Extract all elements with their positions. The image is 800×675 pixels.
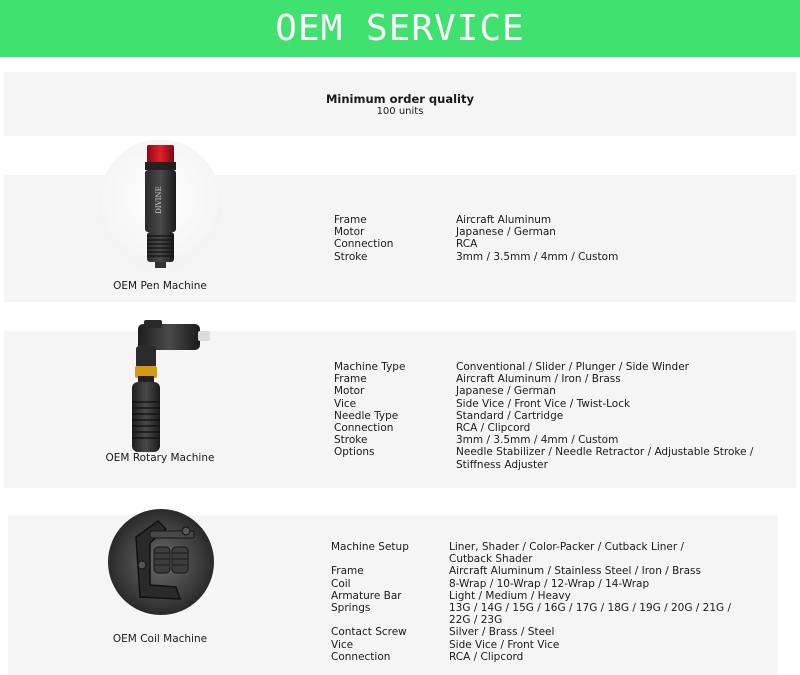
rotary-machine-icon xyxy=(118,318,218,458)
spec-value: Japanese / German xyxy=(456,226,556,239)
spec-label xyxy=(331,614,449,626)
pen-machine-caption: OEM Pen Machine xyxy=(113,280,207,292)
spec-row xyxy=(334,214,618,226)
spec-label: Machine Type xyxy=(334,361,406,373)
page-banner xyxy=(0,0,800,57)
spec-label: Needle Type xyxy=(334,409,399,422)
spec-value: Side Vice / Front Vice / Twist-Lock xyxy=(456,397,631,410)
spec-value: Aircraft Aluminum / Iron / Brass xyxy=(456,373,621,386)
spec-row xyxy=(334,238,618,250)
pen-machine-icon xyxy=(95,140,225,280)
pen-brand-mark: DIVINE xyxy=(155,186,163,214)
spec-row xyxy=(331,602,731,614)
spec-value: Standard / Cartridge xyxy=(456,409,564,422)
spec-value: Aircraft Aluminum / Stainless Steel / Iron / Brass xyxy=(449,565,701,578)
spec-value: 3mm / 3.5mm / 4mm / Custom xyxy=(456,434,619,447)
coil-machine-specs xyxy=(331,541,731,663)
page-title: OEM SERVICE xyxy=(275,8,525,49)
spec-label: Options xyxy=(334,446,375,459)
spec-label: Stroke xyxy=(334,434,368,447)
spec-row xyxy=(331,651,731,663)
rotary-machine-specs xyxy=(334,361,753,471)
spec-value: 3mm / 3.5mm / 4mm / Custom xyxy=(456,250,619,263)
spec-row xyxy=(334,373,753,385)
spec-row xyxy=(334,398,753,410)
spec-row xyxy=(331,553,731,565)
spec-row xyxy=(331,565,731,577)
spec-label: Frame xyxy=(334,373,367,386)
spec-label: Connection xyxy=(334,422,394,435)
spec-label: Contact Screw xyxy=(331,626,407,639)
spec-row xyxy=(334,410,753,422)
spec-label: Coil xyxy=(331,577,351,590)
spec-row xyxy=(334,422,753,434)
spec-label: Connection xyxy=(334,238,394,251)
minimum-order-section xyxy=(4,72,796,136)
coil-machine-icon xyxy=(106,507,216,617)
spec-label: Vice xyxy=(331,638,354,651)
minimum-order-value: 100 units xyxy=(376,106,424,117)
spec-label: Motor xyxy=(334,226,365,239)
spec-row xyxy=(334,446,753,458)
spec-value: 22G / 23G xyxy=(449,614,503,627)
spec-label: Motor xyxy=(334,385,365,398)
coil-machine-caption: OEM Coil Machine xyxy=(112,633,208,645)
spec-row xyxy=(331,614,731,626)
spec-row xyxy=(334,361,753,373)
spec-value: RCA / Clipcord xyxy=(456,422,531,435)
spec-row xyxy=(331,626,731,638)
rotary-machine-caption: OEM Rotary Machine xyxy=(105,452,215,464)
spec-label: Frame xyxy=(334,214,367,226)
spec-value: Japanese / German xyxy=(456,385,556,398)
spec-label: Stroke xyxy=(334,250,368,263)
spec-label xyxy=(331,553,449,565)
spec-row xyxy=(334,385,753,397)
spec-row xyxy=(334,459,753,471)
spec-value: Aircraft Aluminum xyxy=(456,214,552,226)
spec-row xyxy=(331,639,731,651)
spec-value: 8-Wrap / 10-Wrap / 12-Wrap / 14-Wrap xyxy=(449,577,650,590)
spec-row xyxy=(334,434,753,446)
spec-value: 13G / 14G / 15G / 16G / 17G / 18G / 19G / 20G / 21G / xyxy=(449,602,732,615)
spec-value: Light / Medium / Heavy xyxy=(449,589,571,602)
spec-value: RCA xyxy=(456,238,478,251)
spec-label: Connection xyxy=(331,650,391,663)
spec-row xyxy=(334,226,618,238)
spec-value: Silver / Brass / Steel xyxy=(449,626,555,639)
spec-row xyxy=(331,590,731,602)
pen-machine-specs xyxy=(334,214,618,263)
spec-label: Armature Bar xyxy=(331,589,402,602)
spec-value: Side Vice / Front Vice xyxy=(449,638,560,651)
spec-value: Stiffness Adjuster xyxy=(456,458,548,471)
spec-label: Frame xyxy=(331,565,364,578)
spec-value: Liner, Shader / Color-Packer / Cutback Liner / xyxy=(449,541,685,553)
spec-row xyxy=(331,541,731,553)
spec-label xyxy=(334,459,456,471)
spec-label: Machine Setup xyxy=(331,541,409,553)
spec-label: Vice xyxy=(334,397,357,410)
spec-label: Springs xyxy=(331,602,371,615)
spec-value: Needle Stabilizer / Needle Retractor / Adjustable Stroke / xyxy=(456,446,754,459)
spec-value: Conventional / Slider / Plunger / Side Winder xyxy=(456,361,689,373)
minimum-order-title: Minimum order quality xyxy=(325,92,474,106)
spec-row xyxy=(334,251,618,263)
spec-row xyxy=(331,578,731,590)
spec-value: RCA / Clipcord xyxy=(449,650,524,663)
spec-value: Cutback Shader xyxy=(449,553,533,566)
